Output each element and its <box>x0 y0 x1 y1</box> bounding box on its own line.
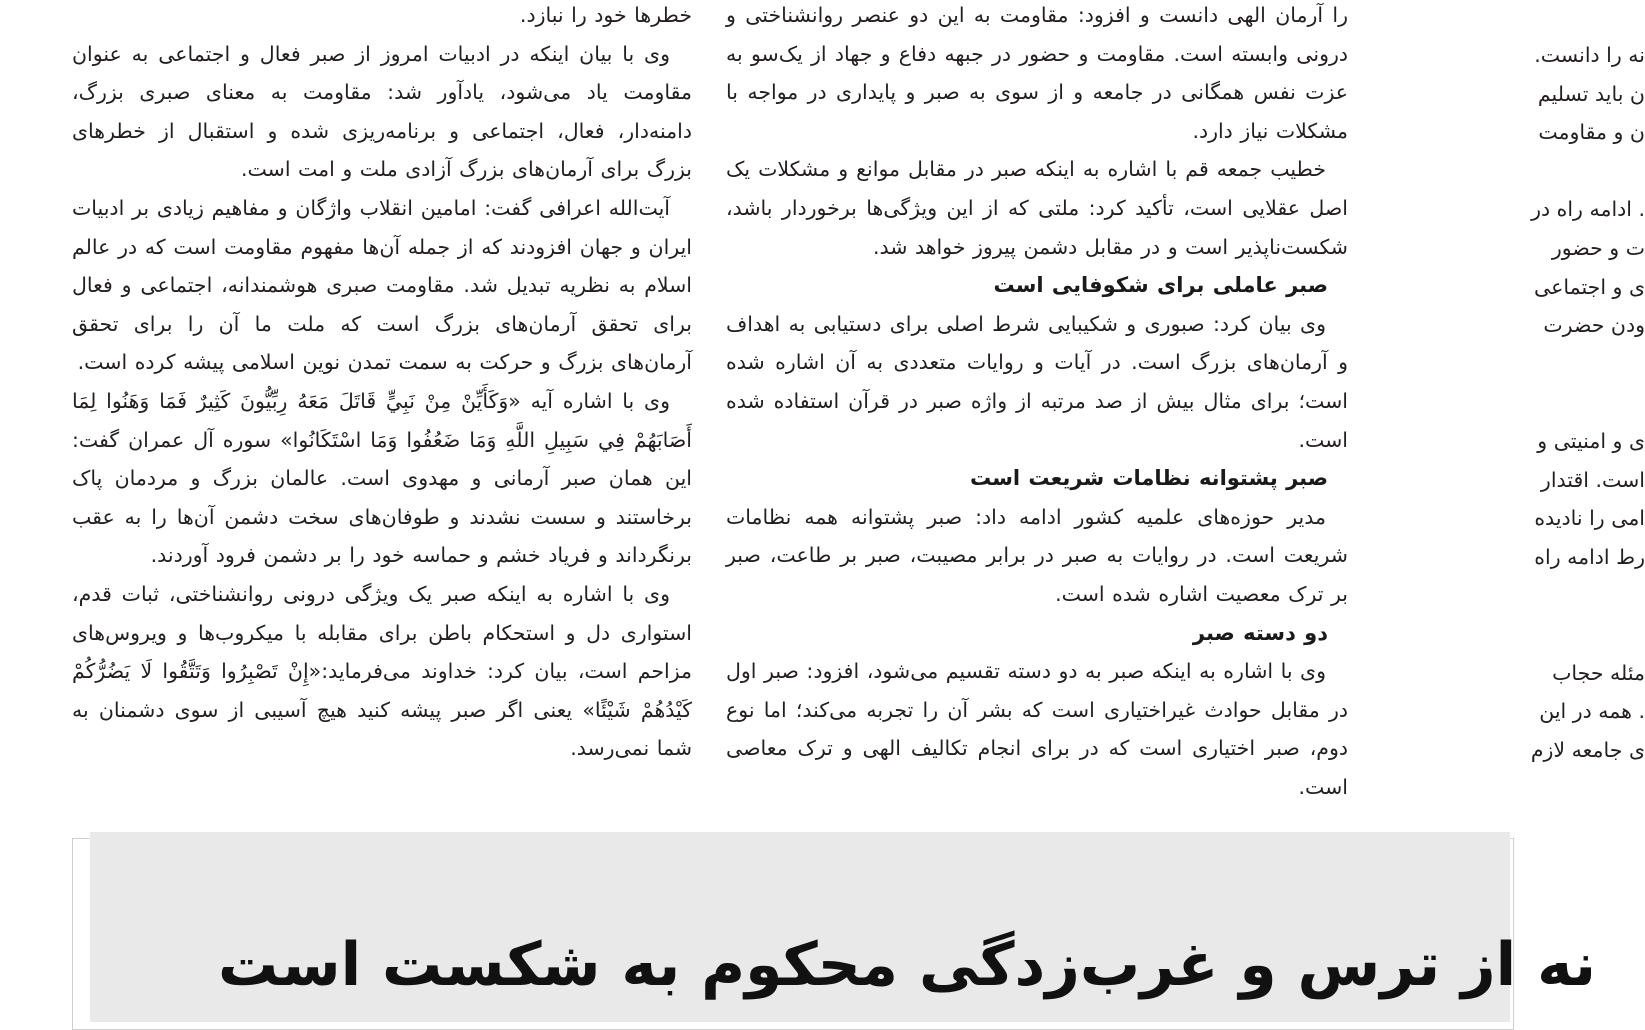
paragraph: خطرها خود را نبازد. <box>519 3 692 27</box>
text-line-fragment: است. اقتدار <box>1540 467 1645 492</box>
section-heading: صبر عاملی برای شکوفایی است <box>993 273 1328 298</box>
text-line-fragment: ی و اجتماعی <box>1534 274 1645 299</box>
text-line-fragment: ن و مقاومت <box>1538 120 1645 145</box>
section-heading: صبر پشتوانه نظامات شریعت است <box>970 466 1328 491</box>
text-line-fragment: ن باید تسلیم <box>1537 81 1645 106</box>
section-heading: دو دسته صبر <box>1192 620 1328 645</box>
text-line-fragment: . ادامه راه در <box>1531 197 1645 222</box>
text-line-fragment: مئله حجاب <box>1552 660 1645 685</box>
text-line-fragment: نه را دانست. <box>1534 43 1645 67</box>
paragraph: وی با اشاره آیه «وَكَأَيِّنْ مِنْ نَبِيٍّ قَاتَلَ مَعَهُ رِبِّيُّونَ كَثِيرٌ فَمَا وَهَنُوا لِمَا أَصَابَهُمْ فِي سَبِيلِ اللَّهِ وَمَا ضَعُفُوا وَمَا اسْتَكَانُوا» سوره آل عمران گفت: این همان صبر آرمانی و مهدوی است. عالمان بزرگ و مردمان پاک برخاستند و سست نشدند و طوفان‌های سخت دشمن آن‌ها را به عقب برنگرداند و فریاد خشم و حماسه خود را بر دشمن فرود آوردند. <box>72 388 692 568</box>
text-line-fragment: ودن حضرت <box>1543 313 1645 338</box>
text-line-fragment: ت و حضور <box>1551 235 1645 260</box>
headline-title: نه از ترس و غرب‌زدگی محکوم به شکست است <box>218 930 1596 1000</box>
paragraph: را آرمان الهی دانست و افزود: مقاومت به این دو عنصر روانشناختی و درونی وابسته است. مقاومت و حضور در جبهه دفاع و جهاد از یک‌سو به عزت نفس همگانی در جامعه و از سوی به صبر و پایداری در مواجه با مشکلات نیاز دارد. <box>726 3 1348 143</box>
paragraph: مدیر حوزه‌های علمیه کشور ادامه داد: صبر پشتوانه همه نظامات شریعت است. در روایات به صبر در برابر مصیبت، صبر بر طاعت، صبر بر ترک معصیت اشاره شده است. <box>726 504 1348 606</box>
paragraph: وی بیان کرد: صبوری و شکیبایی شرط اصلی برای دستیابی به اهداف و آرمان‌های بزرگ است. در آیات و روایات متعددی به آن اشاره شده است؛ برای مثال بیش از صد مرتبه از واژه صبر در قرآن استفاده شده است. <box>726 311 1348 452</box>
paragraph: آیت‌الله اعرافی گفت: امامین انقلاب واژگان و مفاهیم زیادی بر ادبیات ایران و جهان افزودند که از جمله آن‌ها مفهوم مقاومت است که در عالم اسلام به نظریه تبدیل شد. مقاومت صبری هوشمندانه، اجتماعی و فعال برای تحقق آرمان‌های بزرگ است که ملت ما آن را برای تحقق آرمان‌های بزرگ و حرکت به سمت تمدن نوین اسلامی پیشه کرده است. <box>72 195 692 375</box>
text-line-fragment <box>1385 576 1645 615</box>
text-line-fragment: ی و امنیتی و <box>1537 428 1645 453</box>
text-line-fragment: امی را نادیده <box>1534 506 1645 531</box>
article-column-right <box>1385 36 1645 769</box>
article-column-middle <box>726 0 1348 806</box>
article-column-right-clipped <box>1383 0 1645 800</box>
paragraph: وی با اشاره به اینکه صبر یک ویژگی درونی روانشناختی، ثبات قدم، استواری دل و استحکام باطن برای مقابله با میکروب‌ها و ویروس‌های مزاحم است، بیان کرد: خداوند می‌فرماید:«إِنْ تَصْبِرُوا وَتَتَّقُوا لَا يَضُرُّكُمْ كَيْدُهُمْ شَيْئًا» یعنی اگر صبر پیشه کنید هیچ آسیبی از سوی دشمنان به شما نمی‌رسد. <box>72 581 692 761</box>
text-line-fragment <box>1385 345 1645 384</box>
paragraph: خطیب جمعه قم با اشاره به اینکه صبر در مقابل موانع و مشکلات یک اصل عقلایی است، تأکید کرد: ملتی که از این ویژگی‌ها برخوردار باشد، شکست‌ناپذیر است و در مقابل دشمن پیروز خواهد شد. <box>726 157 1348 259</box>
text-line-fragment: رط ادامه راه <box>1534 544 1645 569</box>
text-line-fragment <box>1385 152 1645 191</box>
text-line-fragment <box>1385 615 1645 654</box>
paragraph: وی با بیان اینکه در ادبیات امروز از صبر فعال و اجتماعی به عنوان مقاومت یاد می‌شود، یادآور شد: مقاومت به معنای صبری بزرگ، دامنه‌دار، فعال، اجتماعی و برنامه‌ریزی شده و استقبال از خطرهای بزرگ برای آرمان‌های بزرگ آزادی ملت و امت است. <box>72 41 692 182</box>
text-line-fragment: . همه در این <box>1539 699 1645 724</box>
article-column-left <box>72 0 692 768</box>
text-line-fragment: ی جامعه لازم <box>1530 737 1645 762</box>
text-line-fragment <box>1385 383 1645 422</box>
paragraph: وی با اشاره به اینکه صبر به دو دسته تقسیم می‌شود، افزود: صبر اول در مقابل حوادث غیراختیاری است که بشر آن را تجربه می‌کند؛ اما نوع دوم، صبر اختیاری است که در برای انجام تکالیف الهی و ترک معاصی است. <box>726 659 1348 799</box>
